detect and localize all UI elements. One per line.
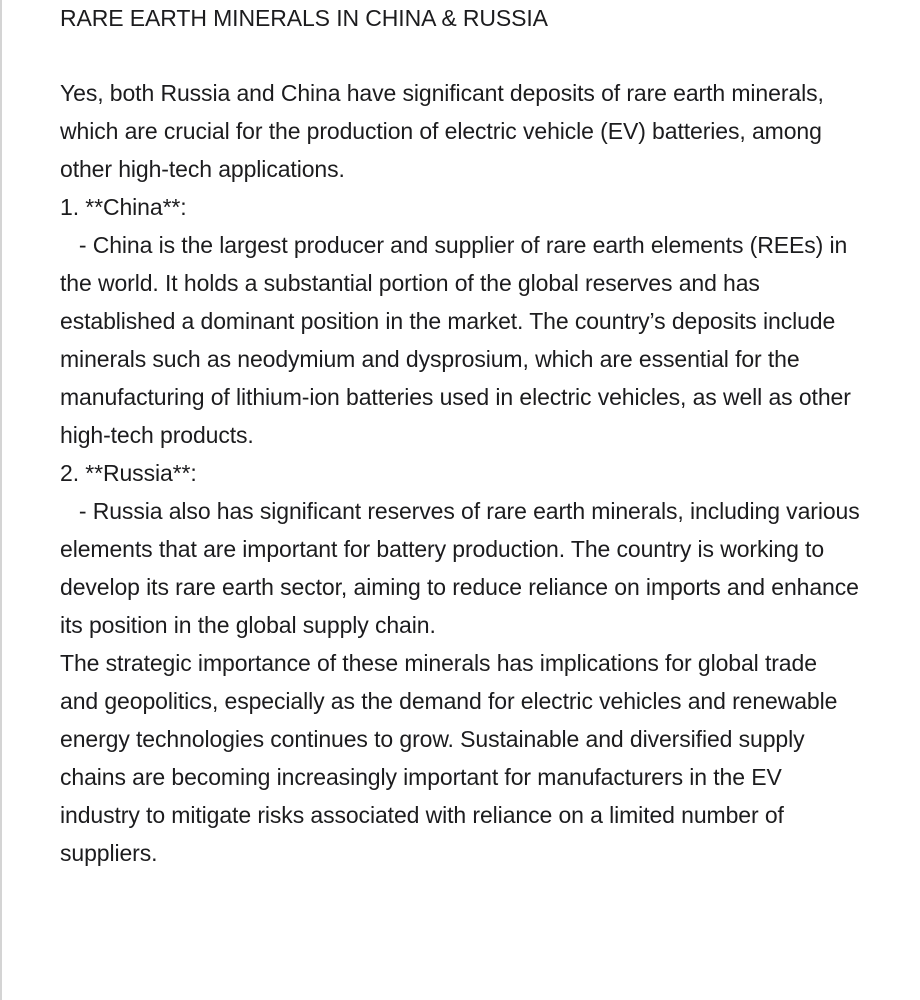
note-body[interactable] [60, 0, 866, 872]
left-divider [0, 0, 2, 1000]
china-detail: - China is the largest producer and supplier of rare earth elements (REEs) in the world. It holds a substantial portion of the global reserves and has established a dominant position in the market. The country’s deposits include minerals such as neodymium and dysprosium, which are essential for the manufacturing of lithium-ion batteries used in electric vehicles, as well as other high-tech products. [60, 232, 858, 448]
china-heading: 1. **China**: [60, 194, 187, 220]
note-title: RARE EARTH MINERALS IN CHINA & RUSSIA [60, 5, 548, 31]
russia-heading: 2. **Russia**: [60, 460, 197, 486]
conclusion-paragraph: The strategic importance of these minerals has implications for global trade and geopolitics, especially as the demand for electric vehicles and renewable energy technologies continues to grow. Sustainable and diversified supply chains are becoming increasingly important for manufacturers in the EV industry to mitigate risks associated with reliance on a limited number of suppliers. [60, 650, 838, 866]
intro-paragraph: Yes, both Russia and China have significant deposits of rare earth minerals, which are crucial for the production of electric vehicle (EV) batteries, among other high-tech applications. [60, 80, 824, 182]
russia-detail: - Russia also has significant reserves of rare earth minerals, including various elements that are important for battery production. The country is working to develop its rare earth sector, aiming to reduce reliance on imports and enhance its position in the global supply chain. [60, 498, 866, 638]
blank-line [60, 36, 860, 74]
